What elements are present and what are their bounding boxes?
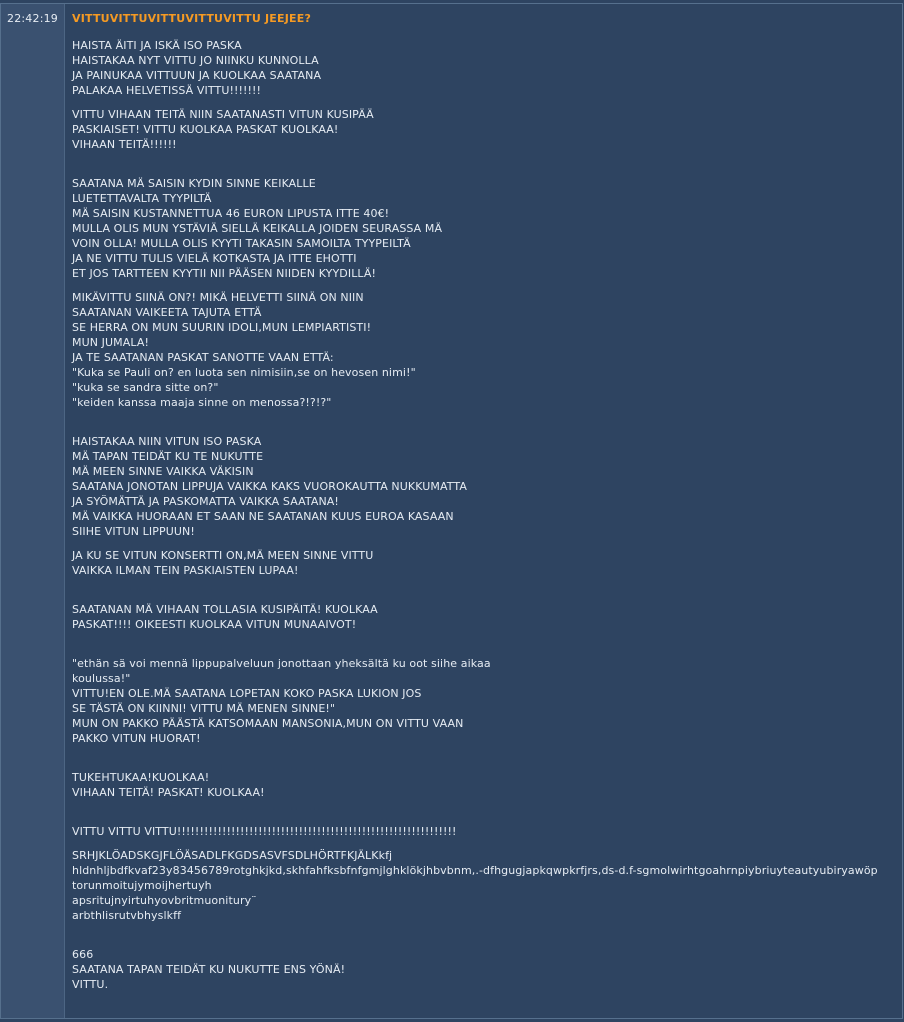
- post-paragraph: VITTU VITTU VITTU!!!!!!!!!!!!!!!!!!!!!!!!!!!!!!!!!!!!!!!!!!!!!!!!!!!!!!!!!!!!!!: [72, 825, 457, 838]
- post-paragraph: SAATANA MÄ SAISIN KYDIN SINNE KEIKALLE LUETETTAVALTA TYYPILTÄ MÄ SAISIN KUSTANNETTUA 46 EURON LIPUSTA ITTE 40€! MULLA OLIS MUN YSTÄVIÄ SIELLÄ KEIKALLA JOIDEN SEURASSA MÄ VOIN OLLA! MULLA OLIS KYYTI TAKASIN SAMOILTA TYYPEILTÄ JA NE VITTU TULIS VIELÄ KOTKASTA JA ITTE EHOTTI ET JOS TARTTEEN KYYTII NII PÄÄSEN NIIDEN KYYDILLÄ!: [72, 177, 443, 280]
- post-paragraph: SRHJKLÖADSKGJFLÖÄSADLFKGDSASVFSDLHÖRTFKJÄLKkfj hldnhljbdfkvaf23y83456789rotghkjkd,skhfahfksbfnfgmjlghklökjhbvbnm,.-dfhgugjapkqwpkrfjrs,ds-d.f-sgmolwirhtgoahrnpiybriuyteautyubiryawöp torunmoitujymoijhertuyh apsritujnyirtuhyovbritmuonitury¨ arbthlisrutvbhyslkff: [72, 849, 878, 922]
- post-paragraph: SAATANAN MÄ VIHAAN TOLLASIA KUSIPÄITÄ! KUOLKAA PASKAT!!!! OIKEESTI KUOLKAA VITUN MUNAAIVOT!: [72, 603, 378, 631]
- post-paragraph: TUKEHTUKAA!KUOLKAA! VIHAAN TEITÄ! PASKAT! KUOLKAA!: [72, 771, 265, 799]
- post-timestamp: 22:42:19: [7, 12, 59, 25]
- post-body: [72, 38, 896, 992]
- post-paragraph: MIKÄVITTU SIINÄ ON?! MIKÄ HELVETTI SIINÄ ON NIIN SAATANAN VAIKEETA TAJUTA ETTÄ SE HERRA ON MUN SUURIN IDOLI,MUN LEMPIARTISTI! MUN JUMALA! JA TE SAATANAN PASKAT SANOTTE VAAN ETTÄ: "Kuka se Pauli on? en luota sen nimisiin,se on hevosen nimi!" "kuka se sandra sitte on?" "keiden kanssa maaja sinne on menossa?!?!?": [72, 291, 416, 409]
- post-paragraph: "ethän sä voi mennä lippupalveluun jonottaan yheksältä ku oot siihe aikaa koulussa!" VITTU!EN OLE.MÄ SAATANA LOPETAN KOKO PASKA LUKION JOS SE TÄSTÄ ON KIINNI! VITTU MÄ MENEN SINNE!" MUN ON PAKKO PÄÄSTÄ KATSOMAAN MANSONIA,MUN ON VITTU VAAN PAKKO VITUN HUORAT!: [72, 657, 491, 745]
- post-paragraph: JA KU SE VITUN KONSERTTI ON,MÄ MEEN SINNE VITTU VAIKKA ILMAN TEIN PASKIAISTEN LUPAA!: [72, 549, 374, 577]
- post-paragraph: VITTU VIHAAN TEITÄ NIIN SAATANASTI VITUN KUSIPÄÄ PASKIAISET! VITTU KUOLKAA PASKAT KUOLKAA! VIHAAN TEITÄ!!!!!!: [72, 108, 374, 151]
- post-title: VITTUVITTUVITTUVITTUVITTU JEEJEE?: [72, 12, 312, 25]
- post-content: [72, 12, 896, 992]
- timestamp-column: [1, 4, 65, 1018]
- post-paragraph: HAISTAKAA NIIN VITUN ISO PASKA MÄ TAPAN TEIDÄT KU TE NUKUTTE MÄ MEEN SINNE VAIKKA VÄKISIN SAATANA JONOTAN LIPPUJA VAIKKA KAKS VUOROKAUTTA NUKKUMATTA JA SYÖMÄTTÄ JA PASKOMATTA VAIKKA SAATANA! MÄ VAIKKA HUORAAN ET SAAN NE SAATANAN KUUS EUROA KASAAN SIIHE VITUN LIPPUUN!: [72, 435, 467, 538]
- post-paragraph: 666 SAATANA TAPAN TEIDÄT KU NUKUTTE ENS YÖNÄ! VITTU.: [72, 948, 346, 991]
- post-paragraph: HAISTA ÄITI JA ISKÄ ISO PASKA HAISTAKAA NYT VITTU JO NIINKU KUNNOLLA JA PAINUKAA VITTUUN JA KUOLKAA SAATANA PALAKAA HELVETISSÄ VITTU!!!!!!!: [72, 39, 322, 97]
- post-frame: [0, 3, 903, 1019]
